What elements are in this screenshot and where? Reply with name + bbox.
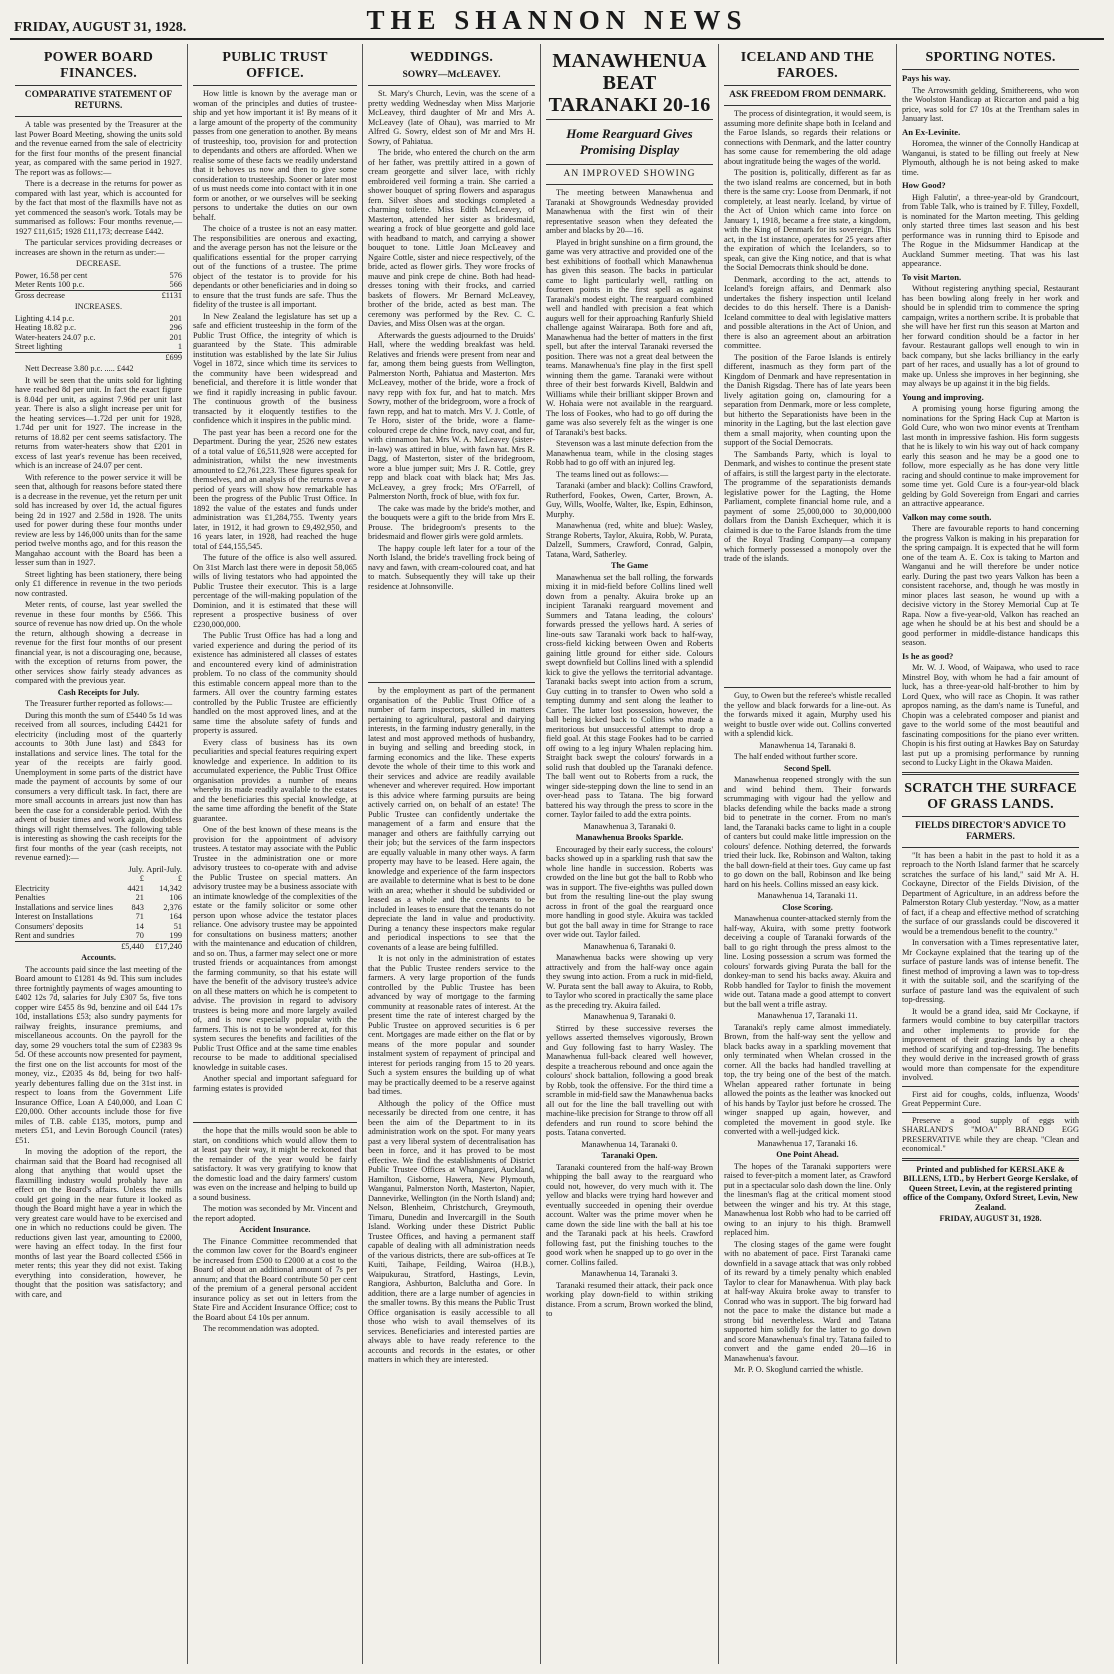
paragraph: The half ended without further score. (734, 752, 858, 761)
table-cell: 14,342 (159, 883, 182, 893)
paragraph: The accounts paid since the last meeting of the Board amount to £1281 4s 9d. This sum includes three fortnightly payments of wages amounting to £402 12s 7d, salaries for July £307 5s, five tons copper wire £455 8s 9d, benzine and oil £44 17s 10d, installations £53; also sundry payments for railway freights, insurance premiums, and miscellaneous accounts. On the payroll for the day, some 29 vouchers total the sum of £2383 9s 5d. Of these accounts now presented for payment, the first one on the list accounts for most of the money, viz., £2035 4s 8d, being for two half-yearly debentures falling due on the 31st inst. in respect to loans from the Government Life Insurance Office, Loan A £40,000, and Loan C £20,000. Other accounts include those for five miles of T.B. cable £135, motors, pump and meters £51, and Levin Borough Council (rates) £51. (15, 964, 182, 1145)
article-body (724, 109, 891, 684)
table-row (15, 912, 182, 922)
table-cell: Heating 18.82 p.c. (15, 323, 77, 332)
score-line: Manawhenua 6, Taranaki 0. (583, 941, 676, 951)
table-cell: Lighting 4.14 p.c. (15, 313, 75, 323)
paragraph: The Finance Committee recommended that the common law cover for the Board's engineer be increased from £500 to £2000 at a cost to the Board of about an additional amount of 7s per annum; and that the Board contribute 50 per cent of the premium of a general personal accident insurance policy as set out in letters from the State Fire and Accident Insurance Office; cost to the Board about £4 10s per annum. (193, 1236, 357, 1322)
table-cell: 21 (135, 893, 144, 902)
paragraph: It would be a grand idea, said Mr Cockayne, if farmers would combine to buy caterpillar tractors and other implements to provide for the improvement of their grazing lands by a cheap method of scarifying and top-dressing. The benefits they would derive in the increased growth of grass would more than compensate for the expenditure involved. (902, 1006, 1079, 1082)
rule (193, 85, 357, 86)
table-row (15, 271, 182, 281)
paragraph: Another special and important safeguard for farming estates is provided (193, 1074, 357, 1093)
table-row (15, 323, 182, 333)
headline-power-board: POWER BOARD FINANCES. (43, 50, 154, 81)
section-head-open: Taranaki Open. (601, 1151, 658, 1160)
headline-weddings: WEDDINGS. (409, 50, 494, 65)
paragraph: Taranaki's reply came almost immediately. Brown, from the half-way sent the yellow and black backs away in a sparkling movement that only terminated when Whelan crossed in the corner. All the backs had handled travelling at top, the try being one of the best of the match. Whelan appeared rather fortunate in being allowed the points as the leather was knocked out of his hands by Taylor just before he crossed. The winger snapped up again, however, and completed the movement in good style. Ike converted with a well-judged kick. (724, 1022, 891, 1136)
paragraph: There are favourable reports to hand concerning the progress Valkon is making in his preparation for the spring campaign. It is expected that he will form one of the team A. E. Cox is taking to Marton and Wanganui and he will therefore be under notice early. During the past two years Valkon has been a consistent racehorse, and, though he was mostly in minor places last season, he wound up with a decisive victory in the Storey Memorial Cup at Te Rapa. Now a five-year-old, Valkon has reached an age when he should be at his best and should be a good performer in middle-distance handicaps this season. (902, 524, 1079, 647)
paragraph: Stevenson was a last minute defection from the Manawhenua team, while in the closing stages Robb had to go off with an injured leg. (546, 439, 713, 467)
paragraph: The Treasurer further reported as follows:— (25, 699, 173, 708)
paragraph: The position is, politically, different as far as the two island realms are concerned, but in both there is the same cry: Loose from Denmark, if not completely, at least nearly. Iceland, by virtue of the Act of Union which came into force on January 1, 1918, became a free state, a kingdom, with the King of Denmark for its sovereign. This act, in the 1st instance, operates for 25 years after the expiration of which the Icelanders, so to speak, can give the King notice, and that is what the Social Democrats think should be done. (724, 168, 891, 272)
decrease-table (15, 271, 182, 301)
paragraph: The Arrowsmith gelding, Smithereens, who won the Woolston Handicap at Riccarton and paid a big price, was sold for £7 10s at the Trentham sales in January last. (902, 85, 1079, 123)
headline-scratch: SCRATCH THE SURFACE OF GRASS LANDS. (904, 780, 1077, 812)
table-cell: 4421 (127, 883, 144, 893)
table-row (15, 893, 182, 903)
note-head: Valkon may come south. (902, 511, 992, 522)
table-cell (15, 865, 120, 875)
table-cell: £1131 (145, 290, 182, 300)
issue-date: FRIDAY, AUGUST 31, 1928. (14, 20, 187, 35)
paragraph: The meeting between Manawhenua and Taranaki at Showgrounds Wednesday provided Manawhenua with the first win of their representative season when they defeated the amber and blacks by 20—16. (546, 188, 713, 235)
table-cell: 51 (173, 921, 182, 931)
advert-egg-preservative: Preserve a good supply of eggs with SHARLAND'S "MOA" BRAND EGG PRESERVATIVE while they are cheap. "Clean and economical." (902, 1115, 1079, 1153)
table-row (15, 280, 182, 290)
table-cell: Gross decrease (15, 290, 145, 300)
table-cell: 71 (135, 912, 144, 921)
paragraph: the hope that the mills would soon be able to start, on conditions which would allow them to at least pay their way, it might be reckoned that the remainder of the year would be fairly satisfactory. It was very gratifying to know that the domestic load and the dairy farmers' custom was even on the increase and helping to build up a sound business. (193, 1126, 357, 1202)
paragraph: Taranaki (amber and black): Collins Crawford, Rutherford, Fookes, Owen, Carter, Brown, A. Guy, Wills, Woolfe, Walter, Ike, Espin, Edhinson, Murphy. (546, 481, 713, 519)
paragraph: Nett Decrease 3.80 p.c. ..... £442 (25, 364, 134, 373)
paragraph: Manawhenua counter-attacked sternly from the half-way, Akuira, with some pretty footwork deceiving a couple of Taranaki forwards of the ball to go right through the press almost to the line. Losing possession a scrum was formed the colours' forwards giving Purata the ball for the donkey-man to send his backs away. Akuira and Robb handled for Taylor to finish the movement wide out. Tatana made a good attempt to convert but the ball went a trifle astray. (724, 914, 891, 1009)
paragraph: During this month the sum of £5440 5s 1d was received from all sources, including £4421 for electricity (including most of the quarterly accounts to 30th June last) and £843 for installations and service lines. The total for the year of the receipts are fairly good. Unemployment in some parts of the district have made the payment of accounts by some of our consumers a very difficult task. In fact, there are more small accounts in arrears just now than has been the case for a considerable period. With the advent of busier times and work again, doubtless things will right themselves. The following table is interesting as showing the cash receipts for the first four months of the year (cash receipts, not revenue earned):— (15, 710, 182, 862)
rule (902, 772, 1079, 775)
table-cell: 843 (131, 902, 144, 912)
paragraph: Guy, to Owen but the referee's whistle recalled the yellow and black forwards for a line-out. As the forwards mixed it again, Murphy used his weight to bustle over wide out. Collins converted with a splendid kick. (724, 691, 891, 738)
paragraph: How little is known by the average man or woman of the principles and duties of trustee-ship and yet how important it is! By means of it a large amount of the property of the community passes from one generation to another. By means of trusteeship, too, provision for and protection to dependants and others are afforded. When we realise some of these facts we readily understand that it behoves us now and then to give some consideration to trusteeship. Sooner or later most of us must needs come into contact with it in one form or another, or we ourselves will be seeking persons to undertake the duties on our own behalf. (193, 89, 357, 222)
paragraph: A promising young horse figuring among the nominations for the Spring Hack Cup at Marton is Gold Cure, who won two minor events at Trentham last month in impressive fashion. His form suggests that he is likely to win his way out of hack company early this season and he may be a good one to follow, more especially as he has done very little racing and should continue to make improvement for some time yet. Gold Cure is a four-year-old black gelding by Gold Sovereign from Engari and carries an attractive appearance. (902, 404, 1079, 508)
subhead-comparative: COMPARATIVE STATEMENT OF RETURNS. (24, 90, 173, 111)
increase-label: INCREASES. (74, 302, 123, 311)
article-body (193, 89, 357, 1119)
columns (10, 44, 1104, 1664)
rule (724, 105, 891, 106)
increase-table (15, 314, 182, 363)
table-row (15, 931, 182, 941)
table-cell: Electricity (15, 883, 50, 893)
section-head-close: Close Scoring. (782, 902, 833, 912)
rule (902, 847, 1079, 848)
rule (724, 85, 891, 86)
table-cell: Interest on Installations (15, 912, 93, 921)
table-cell: 296 (169, 323, 182, 332)
paragraph: Stirred by these successive reverses the yellows asserted themselves vigorously, Brown and Guy following fast to harry Wasley. The Manawhenua full-back cleared well however, despite a treacherous rebound and once again the colours' shock battalion, following a good break by Robb, took the offensive. For the third time a scramble in mid-field saw the Manawhenua backs all out for the line the ball travelling out with machine-like precision for Strange to throw off all defenders and run round to score behind the posts. Tatana converted. (546, 1023, 713, 1137)
masthead (10, 6, 1104, 40)
paragraph: Street lighting has been stationery, there being only £1 difference in revenue in the two periods now contrasted. (15, 569, 182, 598)
table-cell: Installations and service lines (15, 902, 113, 912)
table-cell: 201 (169, 332, 182, 342)
table-row (15, 922, 182, 932)
rule (902, 1158, 1079, 1161)
table-row (15, 333, 182, 343)
table-cell: 70 (135, 931, 144, 940)
subhead-freedom: ASK FREEDOM FROM DENMARK. (729, 90, 886, 100)
paragraph: The closing stages of the game were fought with no abatement of pace. First Taranaki came downfield in a savage attack that was only robbed of its reward by a timely penalty which enabled Taylor to clear for Manawhenua. With play back at half-way Akuira broke away to transfer to Conrad who was in support. The big forward had not the pace to make the distance but made a strong bid nevertheless. Ward and Tatana supported him solidly for the latter to go down and score Manawhenua's final try. Tatana failed to convert and the game ended 20—16 in Manawhenua's favour. (724, 1239, 891, 1363)
table-cell: 576 (169, 270, 182, 280)
table-row (15, 874, 182, 884)
paragraph: In New Zealand the legislature has set up a safe and efficient trusteeship in the form of the Public Trust Office, the integrity of which is guaranteed by the State. This admirable institution was established by the late Sir Julius Vogel in 1872, since which time its services to the community have been widespread and beneficial, and therefore it is little wonder that we find it rapidly increasing in public favour. The continuous growth of the business transacted by it eloquently testifies to the confidence which it inspires in the public mind. (193, 311, 357, 425)
note-head: Young and improving. (902, 391, 984, 402)
paragraph: The cake was made by the bride's mother, and the bouquets were a gift to the bride from Mrs E. Prouse. The bridegroom's presents to the bridesmaid and flower girls were gold armlets. (368, 503, 535, 541)
paragraph: It is not only in the administration of estates that the Public Trustee renders service to the farmers. A very large proportion of the funds controlled by the Public Trustee has been advanced by way of mortgage to the farming community at reasonable rates of interest. At the present time the rate of interest charged by the Public Trustee on approved securities is 6 per cent. Mortgages are made either on the flat or by means of the more popular and sounder instalment system of repayment of principal and interest for periods ranging from 15 to 20 years. Such a system ensures the building up of what may be practically deemed to be a reserve against bad times. (368, 954, 535, 1096)
rule (368, 85, 535, 86)
rule (902, 816, 1079, 817)
score-line: Manawhenua 17, Taranaki 16. (757, 1138, 858, 1148)
paragraph: St. Mary's Church, Levin, was the scene of a pretty wedding Wednesday when Miss Marjorie McLeavey, third daughter of Mr and Mrs A. McLeavey (late of Ohau), was married to Mr Alfred G. Sowry, eldest son of Mr and Mrs H. Sowry, of Pahiatua. (368, 89, 535, 146)
receipts-table (15, 865, 182, 952)
rule (902, 1086, 1079, 1087)
imprint: Printed and published for KERSLAKE & BILLENS, LTD., by Herbert George Kerslake, of Queen Street, Levin, at the registered printing office of the Company, Oxford Street, Levin, New Zealand. (903, 1164, 1078, 1212)
table-row (15, 884, 182, 894)
table-cell: 201 (169, 313, 182, 323)
headline-iceland: ICELAND AND THE FAROES. (740, 50, 875, 81)
rule (724, 687, 891, 688)
paragraph: Manawhenua backs were showing up very attractively and from the half-way once again they swung into action. From a ruck in mid-field, W. Purata sent the ball away to Akuira, to Robb, to Taylor who scored in practically the same place as the preceding try. Akuira failed. (546, 953, 713, 1010)
table-cell: 164 (169, 912, 182, 921)
advert-peppermint: First aid for coughs, colds, influenza, Woods' Great Peppermint Cure. (902, 1089, 1079, 1108)
score-line: Manawhenua 3, Taranaki 0. (583, 821, 676, 831)
note-head: To visit Marton. (902, 271, 962, 282)
table-row (15, 903, 182, 913)
note-head: Is he as good? (902, 650, 954, 661)
paragraph: High Falutin', a three-year-old by Grandcourt, from Table Talk, who is trained by F. Tilley, Foxdell, is nominated for the Marton meeting. This gelding only started three times last season and his best performance was in running third to Episode and The Rogue in the Midsummer Handicap at the Auckland Summer meeting. That was his last appearance. (902, 192, 1079, 268)
table-cell: £699 (153, 352, 182, 362)
table-row (15, 941, 182, 951)
note-head: How Good? (902, 180, 946, 190)
paragraph: Encouraged by their early success, the colours' backs showed up in a sparkling rush that saw the whole line handle in succession. Roberts was crowded on the line but got the ball to Robb who was in support. The five-eighths was pulled down but from the resulting line-out the play swung across in front of the goal the rearguard once more handling in good style. Akuira was tackled but got the ball away in time for Strange to race over wide out. Taylor failed. (546, 844, 713, 939)
section-head-second: Second Spell. (783, 763, 832, 773)
table-cell: Power, 16.58 per cent (15, 270, 88, 280)
section-head-ahead: One Point Ahead. (776, 1150, 839, 1159)
rule (193, 1122, 357, 1123)
table-cell: Street lighting (15, 342, 63, 351)
paragraph: Manawhenua set the ball rolling, the forwards mixing it in mid-field before Collins lined well down from a penalty. Akuira broke up an incipient Taranaki rearguard movement and Summers and Tatana leading, the colours' forwards pressed the yellows hard. A series of line-outs saw Taranaki work back to half-way, cross-field kicking between Owen and Roberts gaining little ground for either side. Colours swept downfield but Collins lined with a splendid kick to give the yellows the territorial advantage. Taranaki backs swept into action from a scrum, Guy cutting in to transfer to Owen who sold a tempting dummy and sent along the leather to Carter. The latter lost possession, however, the ball being kicked back to Collins who made a meritorious but unsuccessful attempt to drop a field goal. At this stage Fookes had to be carried off owing to a leg injury Whalen replacing him. Straight back swept the colours' forwards in a solid rush that doubled up the Taranaki defence. The ball went out to Roberts from a ruck, the winger side-stepping down the line to send in an over-head pass to Tatana. The big forward battered his way through the press to score in the corner. Taylor failed to add the extra points. (546, 572, 713, 819)
paragraph: The recommendation was adopted. (203, 1324, 320, 1333)
paragraph: The hopes of the Taranaki supporters were raised to fever-pitch a moment later, as Crawford put in a spectacular solo dash down the line. Only the linesman's flag at the critical moment stood between the winger and his try. At this stage, Manawhenua lost Robb who had to be carried off owing to an injury to his thigh. Bramwell replaced him. (724, 1161, 891, 1237)
section-head-accident: Accident Insurance. (239, 1225, 311, 1234)
table-cell: Meter Rents 100 p.c. (15, 280, 85, 289)
paragraph: Manawhenua (red, white and blue): Wasley, Strange Roberts, Taylor, Akuira, Robb, W. Purata, Dalzell, Summers, Crawford, Conrad, Galpin, Tatana, Ward, Satherley. (546, 521, 713, 559)
table-cell: Rent and sundries (15, 931, 75, 940)
paragraph: In conversation with a Times representative later, Mr Cockayne explained that the tearing up of the surface of pasture lands was of intense benefit. The finest method of improving a lawn was to top-dress it with the suitable soil, and the scarifying of the surface of pasture land was the equivalent of such top-dressing. (902, 938, 1079, 1004)
rule (15, 85, 182, 86)
paragraph: Meter rents, of course, last year swelled the revenue in these four months by £566. This source of revenue has now dried up. On the whole the return, although showing a decrease in revenue for the first four months of our present financial year, is not a discouraging one, because, with the exception of returns from power, the other services show fairly steady advances as compared with the previous year. (15, 600, 182, 685)
paragraph: The position of the Faroe Islands is entirely different, inasmuch as they form part of the Kingdom of Denmark and have representation in the Danish Rigsdag. There has of late years been lively agitation going on, clamouring for a separation from Denmark, more or less complete, but hitherto the Separationists have been in the minority in the Lagting, but the last election gave them a small majority, when counting upon the support of the Social Democrats. (724, 352, 891, 447)
paragraph: "It has been a habit in the past to hold it as a reproach to the North Island farmer that he scarcely scratches the surface of his land," said Mr A. H. Cockayne, Director of the Fields Division, of the Department of Agriculture, in an address before the Palmerston Rotary Club yesterday. "Now, as a matter of fact, if a cheap and effective method of scratching the surface of our grasslands could be discovered it would be a tremendous benefit to the country." (902, 850, 1079, 936)
rule (368, 682, 535, 683)
paragraph: The happy couple left later for a tour of the North Island, the bride's travelling frock being of navy and fawn, with cream-coloured coat, and hat to match. Subsequently they will take up their residence at Johnsonville. (368, 543, 535, 591)
column-weddings (363, 44, 541, 1664)
table-cell: £ (177, 874, 182, 883)
paragraph: Manawhenua reopened strongly with the sun and wind behind them. Their forwards scrummaging with vigour had the yellow and blacks defending while the backs made a strong bid to penetrate in the corner. From no man's land, the Taranaki backs came to light in a couple of canters but could make little impression on the colours' defence. Nothing deterred, the forwards tried their luck. Ike, Robinson and Walton, taking the ball down-field at their toes. Guy came up fast to go down on the ball, Robinson and Ike being hard on his heels. Collins missed an easy kick. (724, 775, 891, 889)
table-row (15, 342, 182, 352)
paragraph: The particular services providing decreases or increases are shown in the return as under:— (15, 238, 182, 257)
paragraph: The past year has been a record one for the Department. During the year, 2526 new estates of a total value of £6,511,928 were accepted for administration, whilst the new investments amounted to £2,761,223. These figures speak for themselves, and an analysis of the returns over a period of years will show how remarkable has been the progress of the Public Trust Office. In 1892 the value of the estates and funds under administration was £1,284,755. Twenty years later, in 1912, it had grown to £9,492,950, and 16 years later, in 1928, had reached the huge total of £44,155,545. (193, 427, 357, 551)
paragraph: A table was presented by the Treasurer at the last Power Board Meeting, showing the units sold and the revenue earned from the sale of electricity for the first four months of the present financial year, as compared with the same period in 1927. The report was as follows:— (15, 120, 182, 177)
table-cell: 1 (177, 342, 182, 351)
paragraph: Mr. P. O. Skoglund carried the whistle. (734, 1365, 864, 1374)
table-cell: July. (128, 864, 144, 874)
subhead-fields: FIELDS DIRECTOR'S ADVICE TO FARMERS. (915, 820, 1066, 842)
paragraph: Without registering anything special, Restaurant has been bowling along freely in her work and should be in splendid trim to commence the spring campaign, writes a northern scribe. It is probable that she will have her first run this season at Marton and her forward condition should be a factor in her favour. Restaurant gallops well enough to win in back company, but she lacks brilliancy in the early part of her races, and usually has a lot of ground to make up. Unless she improves in her beginning, she may always be up against it in the big fields. (902, 284, 1079, 388)
table-cell: Penalties (15, 893, 45, 902)
column-sporting (897, 44, 1084, 1664)
note-head: An Ex-Levinite. (902, 126, 961, 137)
score-line: Manawhenua 14, Taranaki 11. (757, 891, 858, 900)
section-head-sparkle: Manawhenua Brooks Sparkle. (575, 833, 684, 842)
paragraph: Although the policy of the Office must necessarily be directed from one centre, it has been the aim of the Department to in its administration work on the spot. For many years past a very liberal system of decentralisation has been in force, and it has proved to be most effective. We find the establishments of District Public Trustee Offices at Whangarei, Auckland, Hamilton, Gisborne, Hawera, New Plymouth, Wanganui, Palmerston North, Masterton, Napier, Dannevirke, Wellington (in the North Island) and; Nelson, Blenheim, Christchurch, Greymouth, Timaru, Dunedin and Invercargill in the South Island. Working under these District Public Trustee Offices, and having a permanent staff capable of dealing with all administration needs of the various districts, there are sub-offices at Te Kuiti, Taihape, Feilding, Wairoa (H.B.), Waipukurau, Stratford, Hastings, Levin, Rangiora, Ashburton, Balclutha and Gore. In addition, there are a large number of agencies in the smaller towns. By this means the Public Trust Office organisation is easily accessible to all those who wish to avail themselves of its services. Beneficiaries and interested parties are always able to have ready reference to the accounts and records in the estates, or other matters in which they are interested. (368, 1098, 535, 1364)
score-line: Manawhenua 14, Taranaki 0. (581, 1139, 678, 1149)
table-row (15, 314, 182, 324)
table-cell: 199 (169, 931, 182, 940)
paragraph: It will be seen that the units sold for lighting have reached 8d per unit. In fact the exact figure is 8.04d per unit, as against 7.96d per unit last year. There is also a slight increase per unit for the heating services—1.72d per unit for 1928, 1.74d per unit for 1927. The increase in the returns of 18.82 per cent seems satisfactory. The returns from water-heaters show that £201 in excess of last year's revenue has been received, which is an increase of 24.07 per cent. (15, 375, 182, 470)
paragraph: Every class of business has its own peculiarities and special features requiring expert knowledge and experience. In addition to its accumulated experience, the Public Trust Office organisation provides a number of means whereby its made readily available to the estates and the beneficiaries this special knowledge, at the same time affording the benefit of the State guarantee. (193, 737, 357, 823)
paragraph: Mr. W. J. Wood, of Waipawa, who used to race Minstrel Boy, with whom he had a fair amount of luck, has a three-year-old half-brother to him by Lord Quex, who will race as Chopin. It was rather apropos naming, as the dam's name is Tuneful, and Chopin was a celebrated composer and pianist and gave to the world some of the most beautiful and fascinating compositions for the piano ever written. Chopin is his first outing at Hawkes Bay on Saturday last put up a promising performance by running second to Lucky Light in the Okawa Maiden. (902, 663, 1079, 767)
paragraph: The motion was seconded by Mr. Vincent and the report adopted. (193, 1204, 357, 1223)
table-cell: Consumers' deposits (15, 921, 84, 931)
paragraph: Horomea, the winner of the Connolly Handicap at Wanganui, is stated to be filling out freely at New Plymouth, although he is not being asked to make time. (902, 139, 1079, 177)
newspaper-title: THE SHANNON NEWS (366, 5, 748, 35)
table-cell (15, 874, 120, 884)
paragraph: With reference to the power service it will be seen that, although for reasons before stated there is a decrease in the revenue, yet the return per unit sold has increased by over 1d, the actual figures being 2d in 1927 and 2.58d in 1928. The units used for power during these four months under review are less by 146,000 units than for the same period twelve months ago, and for this reason the Mangahao account with the Board has been a lesser sum than in 1927. (15, 472, 183, 567)
table-cell: 566 (169, 280, 182, 289)
paragraph: One of the best known of these means is the provision for the appointment of advisory trustees. A testator may associate with the Public Trustee in the administration one or more advisory trustees to co-operate with and advise the Public Trustee on special matters. An advisory trustee may be a business associate with an intimate knowledge of the complexities of the estate or the family solicitor or some other person upon whose advice the testator places reliance. One advisory trustee may be appointed for consultations on business matters; another with the maintenance and education of children, and so on. Thus, a farmer may select one or more trusted friends or acquaintances from amongst the farming community, so that his estate will have the benefit of the advisory trustee's advice on all these matters on which he is competent to advise. The provision in regard to advisory trustees is being more and more largely availed of, and is now especially popular with the farmers. This is not to be wondered at, for this system secures the benefits and facilities of the Public Trust Office and at the same time enables recourse to be made to additional specialised knowledge in suitable cases. (193, 825, 357, 1072)
table-cell: 14 (135, 921, 144, 931)
paragraph: Taranaki countered from the half-way Brown whipping the ball away to the rearguard who could not, however, do very much with it. The yellow and blacks were trying hard however and eventually succeeded in opening their overdue account. Walter was the prime mover when he came down the side line with the ball at his toe and the Taranaki pack at his heels. Crawford following fast, put the finishing touches to the good work when he snapped up to go over in the corner. Collins failed. (546, 1162, 713, 1267)
score-line: Manawhenua 14, Taranaki 8. (759, 740, 856, 750)
paragraph: Played in bright sunshine on a firm ground, the game was very attractive and provided one of the best exhibitions of football which Manawhenua has given this season. The backs in particular came to light particularly well, rattling on fourteen points in the first spell as against Taranaki's modest eight. The rearguard combined well and handled with precision a feat which augurs well for their approaching Ranfurly Shield challenge against Wairarapa. Both fore and aft, Manawhenua had the better of matters in the first spell, but after the interval Taranaki reversed the position. There was not a great deal between the teams. Manawhenua's fine play in the first spell winning them the game. Taranaki were without three of their best forwards Kivell, Baldwin and Williams while their brilliant skipper Brown and W. Hohaia were not available in the rearguard. The loss of Fookes, who had to go off during the game was also severely felt as the winger is one of Taranaki's best backs. (546, 237, 713, 437)
section-head-game: The Game (610, 561, 649, 570)
headline-sporting: SPORTING NOTES. (925, 50, 1056, 65)
paragraph: The teams lined out as follows:— (556, 469, 669, 479)
headline-public-trust: PUBLIC TRUST OFFICE. (222, 50, 328, 81)
paragraph: Afterwards the guests adjourned to the Druids' Hall, where the wedding breakfast was held. Relatives and friends were present from near and far, among them being guests from Wellington, Palmerston North, Pahiatua and Masterton. Mrs McLeavey, mother of the bride, wore a frock of navy repp with fox fur, and hat to match. Mrs Sowry, mother of the bridegroom, wore a frock of fawn repp, and hat to match. Mrs V. J. Cottle, of Te Horo, sister of the bride, wore a flame-coloured crepe de chine frock, navy coat, and fur, with cinnamon hat. Mrs W. A. McLeavey (sister-in-law) was attired in blue, with fawn hat. Mrs R. Dagg, of Masterton, sister of the bridegroom, wore a blue jumper suit; Mrs J. R. Cottle, grey repp and black coat with black hat; Mrs Jas. McLeavey, a grey frock; Mrs O'Farrell, of Palmerston North, frock of blue, with fox fur. (368, 330, 535, 501)
table-cell (15, 352, 153, 362)
table-header-row (15, 865, 182, 875)
paragraph: There is a decrease in the returns for power as compared with last year, which is accounted for by the fact that most of the flaxmills have not as yet commenced the season's work. Totals may be summarised as follows: Four months revenue,—1927 £11,615; 1928 £11,173; decrease £442. (15, 179, 182, 236)
decrease-label: DECREASE. (76, 259, 121, 268)
note-head: Pays his way. (902, 73, 951, 83)
column-rugby (541, 44, 719, 1664)
rule (902, 1112, 1079, 1113)
article-body (368, 89, 535, 679)
subhead-rearguard: Home Rearguard Gives Promising Display (566, 126, 693, 157)
kicker-improved: AN IMPROVED SHOWING (563, 169, 696, 179)
rule (546, 164, 713, 165)
table-cell: 106 (169, 893, 182, 902)
paragraph: Denmark, according to the act, attends to Iceland's foreign affairs, and Denmark also undertakes the fishery inspection until Iceland decides to do this herself. There is a Danish-Iceland committee to deal with legislative matters and possible alterations in the Act of Union, and there is also an agreement about an arbitration committee. (724, 274, 891, 350)
table-row (15, 352, 182, 362)
table-row (15, 290, 182, 300)
column-public-trust (188, 44, 363, 1664)
section-head-cash: Cash Receipts for July. (57, 687, 140, 697)
table-cell: April-July. (146, 864, 182, 874)
table-cell: 2,376 (163, 902, 182, 912)
paragraph: by the employment as part of the permanent organisation of the Public Trust Office of a number of farm inspectors, skilled in matters pertaining to agricultural, pastoral and dairying interests, in the farming industry generally, in the latest and most approved methods of husbandry, in buying and selling and breeding stock, in farming economics and the like. These experts devote the whole of their time to this work and their services and advice are readily available whenever and wherever required. How important is this advice where farming pursuits are being actively carried on, on behalf of an estate! The Public Trustee can confidently undertake the management of a farm and ensure that the manager and others are faithfully carrying out their job; but the services of the farm inspectors are equally valuable in many other ways. A farm property may have to be leased. Here again, the knowledge and experience of the farm inspectors are available to determine what is best to be done with an area; whether it should be subdivided or leased as a whole and the covenants to be included in leases to ensure that the tenants do not depreciate the land in value and productivity. During a tenancy these inspectors make regular and periodical inspections to see that the covenants of a lease are being fulfilled. (368, 686, 535, 952)
imprint-date: FRIDAY, AUGUST 31, 1928. (939, 1214, 1042, 1223)
rule (15, 116, 182, 117)
table-cell (15, 941, 120, 951)
paragraph: The Sambands Party, which is loyal to Denmark, and wishes to continue the present state of affairs, is still the largest party in the electorate. The programme of the separationists demands legislative power for the Lagting, the Home Parliament, complete financial home rule, and a payment of some 25,000,000 to 30,000,000 dollars from the Danish Exchequer, which it is claimed is due to the Faroe Islands from the time of the Royal Trading Company—a company which formerly possessed a monopoly over the trade of the islands. (724, 449, 891, 563)
subhead-sowry: SOWRY—McLEAVEY. (402, 70, 501, 80)
paragraph: The Public Trust Office has had a long and varied experience and during the period of its existence has administered all classes of estates and encountered every kind of administration problem. To no class of the community should this estimable concern appeal more than to the farmers. All over the country farming estates controlled by the Public Trustee are efficiently handled on the most approved lines, and at the same time the absolute safety of funds and property is assured. (193, 631, 357, 735)
column-power-board (10, 44, 188, 1664)
score-line: Manawhenua 9, Taranaki 0. (583, 1012, 676, 1021)
paragraph: The choice of a trustee is not an easy matter. The responsibilities are onerous and exacting, and the average person has not the leisure or the qualifications essential for the proper carrying out of the functions of a trustee. The prime object of the testator is to provide for his dependants or other beneficiaries and in doing so to ensure that the trust funds are safe. Thus the fidelity of the trustee is all important. (193, 224, 357, 309)
table-cell: £17,240 (144, 941, 182, 951)
score-line: Manawhenua 17, Taranaki 11. (757, 1011, 858, 1020)
rule (902, 69, 1079, 70)
paragraph: The bride, who entered the church on the arm of her father, was prettily attired in a gown of cream georgette and silver lace, with richly embroidered veil forming a train. She carried a shower bouquet of spring flowers and asparagus fern. Silver shoes and stockings completed a charming toilette. Miss Edith McLeavey, of Masterton, attended her sister as bridesmaid, wearing a frock of blue georgette and gold lace with headband to match, and carrying a shower bouquet to tone. Little Joan McLeavey and Ngaire Cottle, sister and niece respectively, of the bride, acted as flower girls. They wore frocks of mauve and pink crepe de chine. Both had head-dresses toning with their frocks, and carried baskets of flowers. Mr Bernard McLeavey, brother of the bride, acted as best man. The ceremony was performed by the Rev. C. C. Davies, and Miss Olsen was at the organ. (368, 148, 535, 328)
table-cell: £5,440 (121, 941, 144, 951)
table-cell: £ (139, 874, 144, 883)
headline-manawhenua: MANAWHENUA BEAT TARANAKI 20-16 (548, 50, 711, 116)
section-head-accounts: Accounts. (81, 953, 116, 962)
paragraph: The future of the office is also well assured. On 31st March last there were in deposit 58,065 wills of living testators who had appointed the Public Trustee their executor. This is a large percentage of the will-making population of the Dominion, and it is estimated that these will represent a prospective business of over £230,000,000. (193, 553, 357, 629)
rule (546, 184, 713, 185)
column-iceland (719, 44, 897, 1664)
paragraph: Taranaki resumed their attack, their pack once working play down-field to within striking distance. From a scrum, Brown worked the blind, to (546, 1280, 713, 1318)
table-cell: Water-heaters 24.07 p.c. (15, 332, 96, 342)
paragraph: In moving the adoption of the report, the chairman said that the Board had recognised all along that anything that would upset the flaxmilling industry would probably have an effect on the Board's affairs. Unless the mills could get going in the near future it looked as though the Board might have a year in which the very greatest care would have to be exercised and one in which no reductions could be given. The reductions given last year, amounting to £2000, were having an effect today. In the first four months of last year the Board collected £566 in meter rents; this year they did not exist. Taking everything into consideration, however, he thought that the position was satisfactory; and with care, and (15, 1147, 182, 1299)
rule (546, 119, 713, 120)
paragraph: The process of disintegration, it would seem, is assuming more definite shape both in Iceland and the Faroe Islands, so regards their relations or connections with Denmark, and the latter country has some cause for remembering the old adage about ingratitude being the wages of the world. (724, 109, 891, 166)
score-line: Manawhenua 14, Taranaki 3. (581, 1269, 678, 1278)
